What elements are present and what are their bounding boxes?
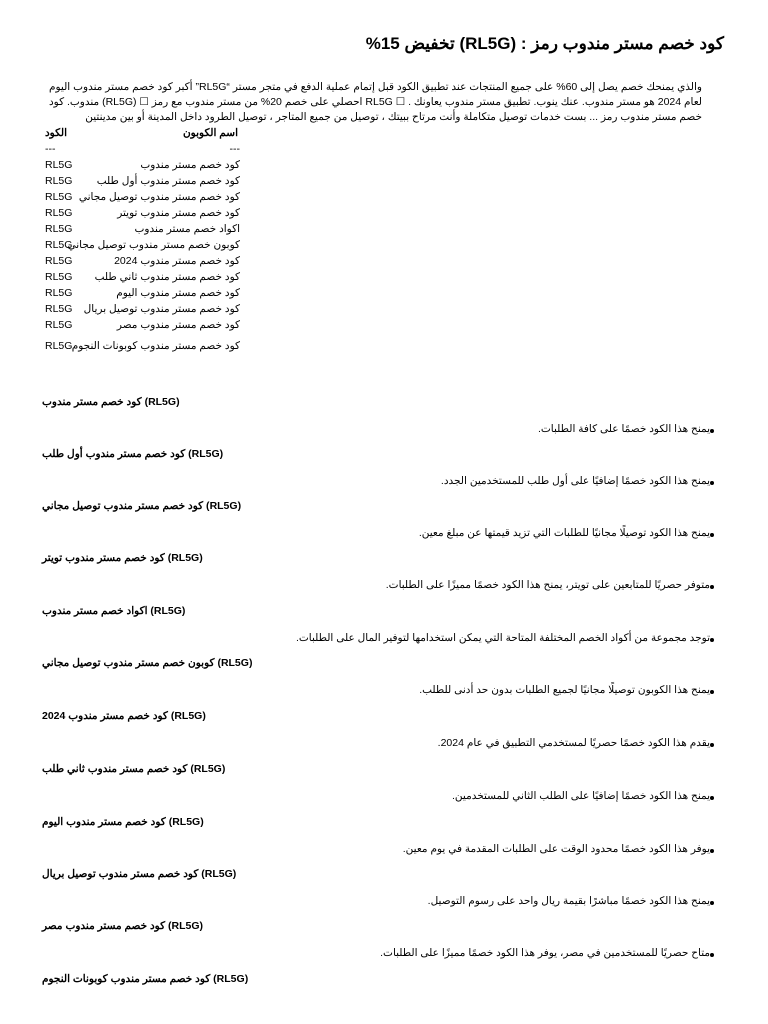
coupon-name: كود خصم مستر مندوب اليوم — [116, 287, 240, 299]
bullet-dot-icon — [710, 901, 714, 905]
section-bullet-text: يقدم هذا الكود خصمًا حصريًا لمستخدمي التطبيق في عام 2024. — [437, 737, 710, 749]
coupon-code: RL5G — [45, 255, 73, 267]
bullet-dot-icon — [710, 429, 714, 433]
coupon-name: كود خصم مستر مندوب مصر — [116, 319, 240, 331]
bullet-dot-icon — [710, 690, 714, 694]
bullet-dot-icon — [710, 849, 714, 853]
section-heading: (RL5G) كود خصم مستر مندوب — [42, 396, 180, 408]
column-header-coupon-name: اسم الكوبون — [182, 127, 238, 139]
section-heading: (RL5G) كود خصم مستر مندوب تويتر — [42, 552, 203, 564]
section-heading: (RL5G) كود خصم مستر مندوب ثاني طلب — [42, 763, 226, 775]
section-heading: (RL5G) كود خصم مستر مندوب مصر — [42, 920, 204, 932]
section-bullet-text: متاح حصريًا للمستخدمين في مصر، يوفر هذا الكود خصمًا مميزًا على الطلبات. — [380, 947, 710, 959]
section-heading: (RL5G) اكواد خصم مستر مندوب — [42, 605, 186, 617]
coupon-code: RL5G — [45, 319, 73, 331]
section-heading: (RL5G) كود خصم مستر مندوب اليوم — [42, 816, 204, 828]
coupon-code: RL5G — [45, 340, 73, 352]
section-heading: (RL5G) كود خصم مستر مندوب كوبونات النجوم — [42, 973, 249, 985]
bullet-dot-icon — [710, 638, 714, 642]
section-bullet-text: يمنح هذا الكود خصمًا إضافيًا على الطلب الثاني للمستخدمين. — [452, 790, 710, 802]
intro-paragraph: والذي يمنحك خصم يصل إلى 60% على جميع المنتجات عند تطبيق الكود قبل إتمام عملية الدفع في متجر مستر “RL5G” أكبر كود خصم مستر مندوب اليوم لعام 2024 هو مستر مندوب. عنك ينوب. تطبيق مستر مندوب يعاونك . ☐ RL5G احصلي على خصم 20% من مستر مندوب مع رمز ☐ (RL5G) مندوب. كود خصم مستر مندوب رمز ... بست خدمات توصيل متكاملة وأنت مرتاح ببيتك ، توصيل من جميع المتاجر ، توصيل الطرود داخل المدينة أو بين مدينتين — [48, 81, 702, 123]
coupon-name: كود خصم مستر مندوب — [140, 159, 240, 171]
coupon-name: كود خصم مستر مندوب أول طلب — [96, 175, 240, 187]
coupon-name: كود خصم مستر مندوب كوبونات النجوم — [71, 340, 240, 352]
coupon-code: RL5G — [45, 223, 73, 235]
section-heading: (RL5G) كود خصم مستر مندوب أول طلب — [42, 448, 224, 460]
page-title: كود خصم مستر مندوب رمز : (RL5G) تخفيض 15% — [365, 34, 724, 53]
bullet-dot-icon — [710, 481, 714, 485]
separator-name: --- — [229, 143, 240, 155]
column-header-code: الكود — [45, 127, 68, 139]
section-bullet-text: متوفر حصريًا للمتابعين على تويتر، يمنح هذا الكود خصمًا مميزًا على الطلبات. — [385, 579, 710, 591]
bullet-dot-icon — [710, 743, 714, 747]
section-bullet-text: توجد مجموعة من أكواد الخصم المختلفة المتاحة التي يمكن استخدامها لتوفير المال على الطلبات. — [295, 632, 710, 644]
bullet-dot-icon — [710, 796, 714, 800]
coupon-name: كود خصم مستر مندوب تويتر — [117, 207, 240, 219]
section-bullet-text: يمنح هذا الكود توصيلًا مجانيًا للطلبات التي تزيد قيمتها عن مبلغ معين. — [418, 527, 710, 539]
bullet-dot-icon — [710, 533, 714, 537]
section-bullet-text: يوفر هذا الكود خصمًا محدود الوقت على الطلبات المقدمة في يوم معين. — [402, 843, 710, 855]
coupon-name: كود خصم مستر مندوب ثاني طلب — [94, 271, 240, 283]
coupon-name: كود خصم مستر مندوب توصيل بريال — [83, 303, 240, 315]
coupon-code: RL5G — [45, 287, 73, 299]
coupon-code: RL5G — [45, 303, 73, 315]
section-heading: (RL5G) كود خصم مستر مندوب توصيل مجاني — [42, 500, 242, 512]
section-bullet-text: يمنح هذا الكود خصمًا على كافة الطلبات. — [537, 423, 710, 435]
coupon-code: RL5G — [45, 191, 73, 203]
section-heading: (RL5G) كود خصم مستر مندوب 2024 — [42, 710, 206, 722]
coupon-code: RL5G — [45, 159, 73, 171]
bullet-dot-icon — [710, 953, 714, 957]
coupon-name: كود خصم مستر مندوب توصيل مجاني — [78, 191, 240, 203]
coupon-name: اكواد خصم مستر مندوب — [134, 223, 240, 235]
section-bullet-text: يمنح هذا الكوبون توصيلًا مجانيًا لجميع الطلبات بدون حد أدنى للطلب. — [419, 684, 710, 696]
coupon-code: RL5G — [45, 271, 73, 283]
bullet-dot-icon — [710, 585, 714, 589]
separator-code: --- — [45, 143, 56, 155]
section-heading: (RL5G) كوبون خصم مستر مندوب توصيل مجاني — [42, 657, 253, 669]
coupon-name: كوبون خصم مستر مندوب توصيل مجاني — [67, 239, 240, 251]
section-bullet-text: يمنح هذا الكود خصمًا مباشرًا بقيمة ريال واحد على رسوم التوصيل. — [427, 895, 710, 907]
coupon-name: كود خصم مستر مندوب 2024 — [114, 255, 240, 267]
section-heading: (RL5G) كود خصم مستر مندوب توصيل بريال — [42, 868, 237, 880]
section-bullet-text: يمنح هذا الكود خصمًا إضافيًا على أول طلب للمستخدمين الجدد. — [440, 475, 710, 487]
coupon-code: RL5G — [45, 175, 73, 187]
coupon-code: RL5G — [45, 207, 73, 219]
coupon-code: RL5G — [45, 239, 73, 251]
